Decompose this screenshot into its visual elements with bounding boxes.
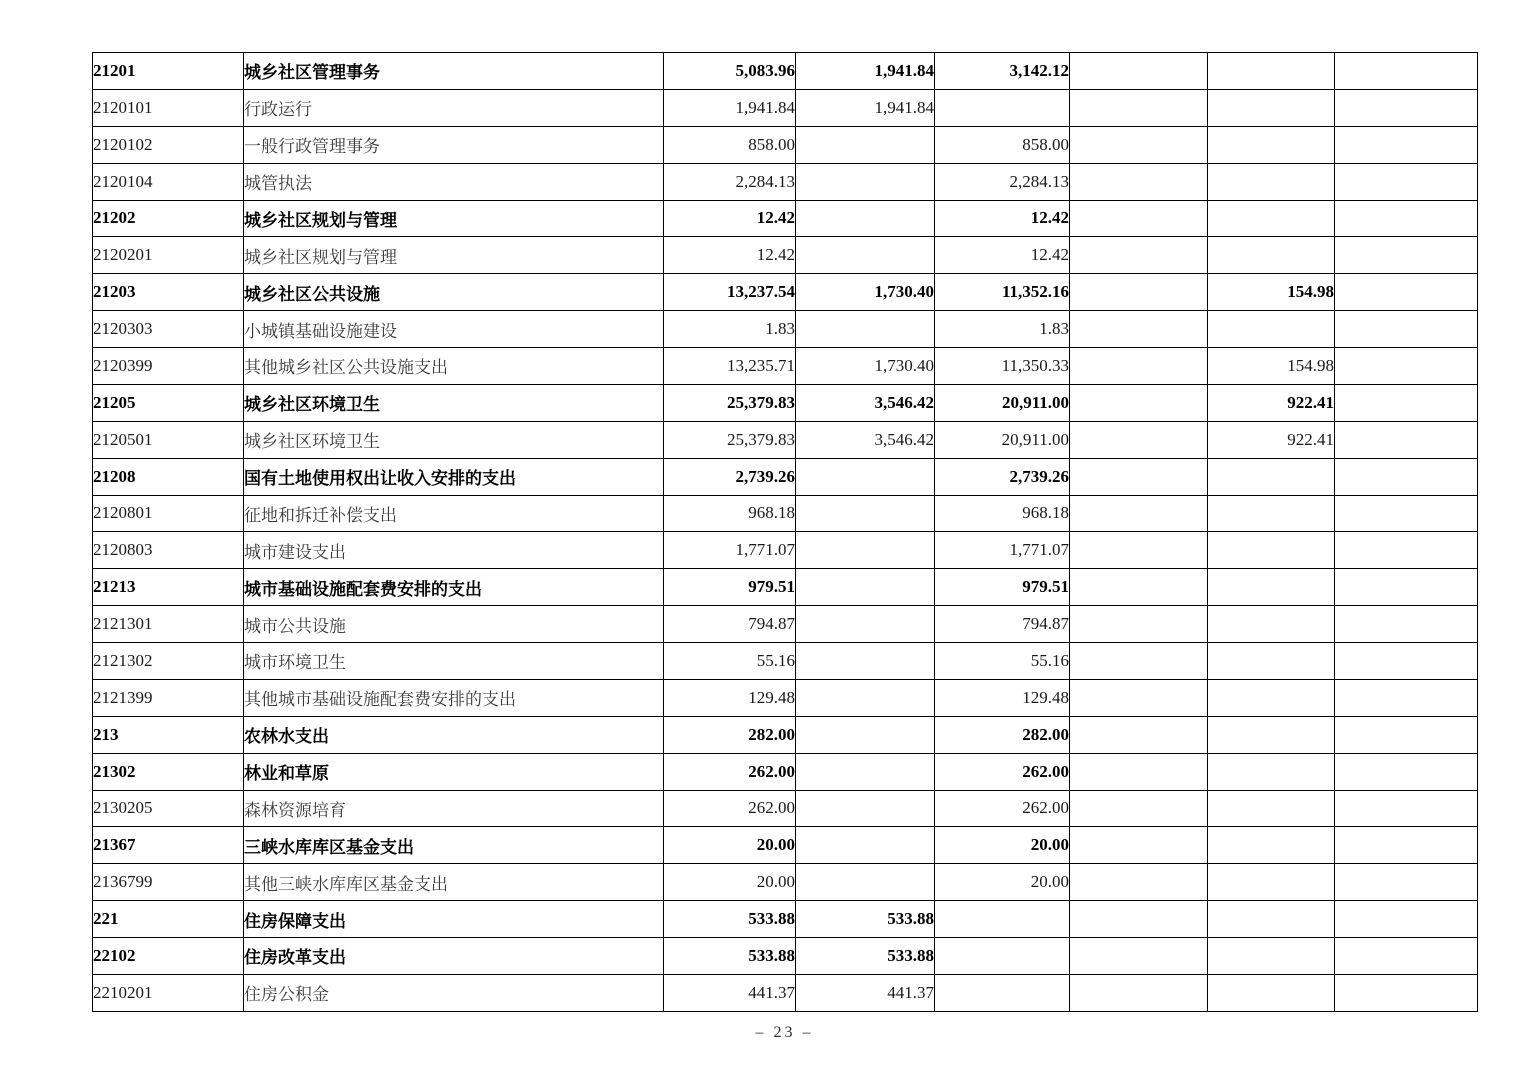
cell-name: 其他三峡水库库区基金支出 [244,864,664,901]
cell-name: 城乡社区环境卫生 [244,384,664,421]
cell-name: 三峡水库库区基金支出 [244,827,664,864]
cell-value-4 [1070,421,1208,458]
cell-value-3: 1,771.07 [935,532,1070,569]
cell-code: 2120104 [93,163,244,200]
cell-value-6 [1335,827,1478,864]
cell-code: 2136799 [93,864,244,901]
cell-value-6 [1335,643,1478,680]
cell-value-3 [935,901,1070,938]
cell-value-2 [796,827,935,864]
cell-value-1: 12.42 [664,200,796,237]
cell-value-3: 12.42 [935,200,1070,237]
cell-value-3 [935,938,1070,975]
cell-value-4 [1070,458,1208,495]
cell-value-4 [1070,864,1208,901]
table-row [93,827,1478,864]
cell-code: 21201 [93,53,244,90]
table-row [93,89,1478,126]
cell-name: 城市环境卫生 [244,643,664,680]
cell-code: 2121301 [93,606,244,643]
cell-value-1: 55.16 [664,643,796,680]
cell-name: 住房公积金 [244,974,664,1011]
cell-value-5: 154.98 [1208,348,1335,385]
cell-value-2 [796,569,935,606]
cell-value-5: 154.98 [1208,274,1335,311]
cell-code: 2120501 [93,421,244,458]
table-row [93,753,1478,790]
cell-value-1: 262.00 [664,790,796,827]
cell-value-1: 968.18 [664,495,796,532]
cell-value-1: 1,941.84 [664,89,796,126]
table-row [93,901,1478,938]
cell-value-3: 2,284.13 [935,163,1070,200]
cell-value-1: 13,237.54 [664,274,796,311]
cell-value-4 [1070,532,1208,569]
cell-value-2: 441.37 [796,974,935,1011]
cell-value-2: 533.88 [796,901,935,938]
cell-value-4 [1070,348,1208,385]
cell-value-5 [1208,643,1335,680]
cell-code: 21205 [93,384,244,421]
cell-code: 21208 [93,458,244,495]
cell-value-5 [1208,200,1335,237]
cell-value-5 [1208,532,1335,569]
cell-value-4 [1070,901,1208,938]
budget-table-body [93,53,1478,1012]
cell-value-6 [1335,126,1478,163]
cell-value-6 [1335,606,1478,643]
cell-value-5 [1208,163,1335,200]
cell-code: 21367 [93,827,244,864]
cell-value-6 [1335,384,1478,421]
cell-value-2: 1,730.40 [796,348,935,385]
cell-value-3: 794.87 [935,606,1070,643]
cell-value-1: 533.88 [664,938,796,975]
table-row [93,569,1478,606]
cell-value-2 [796,237,935,274]
table-row [93,790,1478,827]
cell-value-3 [935,89,1070,126]
table-row [93,864,1478,901]
cell-value-2: 3,546.42 [796,384,935,421]
cell-value-3: 1.83 [935,311,1070,348]
cell-value-1: 858.00 [664,126,796,163]
cell-name: 城乡社区环境卫生 [244,421,664,458]
cell-value-2 [796,200,935,237]
table-row [93,606,1478,643]
cell-value-1: 12.42 [664,237,796,274]
cell-value-4 [1070,200,1208,237]
cell-value-4 [1070,311,1208,348]
cell-name: 城乡社区公共设施 [244,274,664,311]
cell-value-6 [1335,163,1478,200]
cell-value-6 [1335,864,1478,901]
cell-value-1: 129.48 [664,679,796,716]
cell-value-6 [1335,569,1478,606]
cell-value-5 [1208,458,1335,495]
cell-value-6 [1335,679,1478,716]
cell-value-3: 20.00 [935,864,1070,901]
cell-code: 2120102 [93,126,244,163]
cell-code: 2120201 [93,237,244,274]
cell-value-2 [796,311,935,348]
cell-name: 城乡社区管理事务 [244,53,664,90]
cell-code: 21213 [93,569,244,606]
cell-value-1: 20.00 [664,827,796,864]
cell-code: 2121302 [93,643,244,680]
cell-value-2 [796,753,935,790]
cell-name: 行政运行 [244,89,664,126]
cell-value-5 [1208,89,1335,126]
cell-value-2 [796,790,935,827]
table-row [93,384,1478,421]
cell-value-4 [1070,274,1208,311]
cell-code: 2120399 [93,348,244,385]
cell-value-2 [796,606,935,643]
cell-value-3: 3,142.12 [935,53,1070,90]
cell-value-2 [796,163,935,200]
cell-value-3: 968.18 [935,495,1070,532]
cell-value-6 [1335,89,1478,126]
cell-value-5 [1208,53,1335,90]
table-row [93,495,1478,532]
cell-value-4 [1070,384,1208,421]
cell-value-2 [796,126,935,163]
cell-name: 森林资源培育 [244,790,664,827]
cell-name: 林业和草原 [244,753,664,790]
cell-code: 21203 [93,274,244,311]
cell-name: 城市建设支出 [244,532,664,569]
cell-value-1: 1.83 [664,311,796,348]
cell-value-4 [1070,606,1208,643]
table-row [93,348,1478,385]
cell-value-2 [796,532,935,569]
cell-name: 城乡社区规划与管理 [244,200,664,237]
cell-value-3: 11,350.33 [935,348,1070,385]
table-row [93,421,1478,458]
cell-name: 国有土地使用权出让收入安排的支出 [244,458,664,495]
cell-value-4 [1070,753,1208,790]
table-row [93,163,1478,200]
cell-value-4 [1070,495,1208,532]
cell-value-3: 282.00 [935,716,1070,753]
cell-value-1: 13,235.71 [664,348,796,385]
cell-value-1: 5,083.96 [664,53,796,90]
cell-value-3: 858.00 [935,126,1070,163]
table-row [93,311,1478,348]
cell-value-3: 262.00 [935,753,1070,790]
cell-name: 城管执法 [244,163,664,200]
cell-value-3: 262.00 [935,790,1070,827]
cell-code: 2120803 [93,532,244,569]
cell-value-5 [1208,753,1335,790]
cell-value-3: 55.16 [935,643,1070,680]
cell-name: 其他城乡社区公共设施支出 [244,348,664,385]
cell-value-5 [1208,864,1335,901]
cell-code: 213 [93,716,244,753]
cell-name: 住房改革支出 [244,938,664,975]
cell-name: 一般行政管理事务 [244,126,664,163]
cell-value-2 [796,716,935,753]
cell-value-4 [1070,163,1208,200]
cell-value-2 [796,495,935,532]
cell-value-2: 1,941.84 [796,53,935,90]
cell-value-5: 922.41 [1208,384,1335,421]
cell-value-5 [1208,901,1335,938]
cell-value-6 [1335,421,1478,458]
table-row [93,458,1478,495]
cell-value-5 [1208,827,1335,864]
cell-value-6 [1335,274,1478,311]
cell-value-5 [1208,974,1335,1011]
table-row [93,679,1478,716]
table-row [93,716,1478,753]
cell-value-4 [1070,237,1208,274]
cell-code: 21302 [93,753,244,790]
cell-value-2: 1,941.84 [796,89,935,126]
cell-value-1: 794.87 [664,606,796,643]
cell-value-6 [1335,348,1478,385]
cell-value-4 [1070,938,1208,975]
cell-value-6 [1335,237,1478,274]
cell-value-6 [1335,458,1478,495]
cell-name: 征地和拆迁补偿支出 [244,495,664,532]
cell-value-6 [1335,753,1478,790]
cell-value-5 [1208,938,1335,975]
cell-name: 城市公共设施 [244,606,664,643]
cell-value-3 [935,974,1070,1011]
cell-value-4 [1070,643,1208,680]
cell-code: 2120801 [93,495,244,532]
cell-value-5 [1208,311,1335,348]
table-row [93,532,1478,569]
cell-value-6 [1335,53,1478,90]
cell-name: 农林水支出 [244,716,664,753]
cell-value-3: 2,739.26 [935,458,1070,495]
cell-value-4 [1070,716,1208,753]
cell-value-1: 25,379.83 [664,421,796,458]
table-row [93,200,1478,237]
table-row [93,938,1478,975]
table-row [93,237,1478,274]
cell-value-3: 20.00 [935,827,1070,864]
cell-value-5 [1208,495,1335,532]
cell-value-6 [1335,311,1478,348]
cell-code: 2120101 [93,89,244,126]
cell-value-1: 979.51 [664,569,796,606]
cell-value-5 [1208,679,1335,716]
cell-value-5 [1208,569,1335,606]
table-row [93,126,1478,163]
table-row [93,643,1478,680]
cell-value-4 [1070,679,1208,716]
cell-value-1: 282.00 [664,716,796,753]
cell-value-6 [1335,495,1478,532]
cell-value-5 [1208,606,1335,643]
budget-table [92,52,1478,1012]
cell-value-5 [1208,716,1335,753]
cell-value-1: 533.88 [664,901,796,938]
cell-code: 22102 [93,938,244,975]
cell-value-5 [1208,237,1335,274]
cell-value-1: 2,739.26 [664,458,796,495]
cell-value-1: 441.37 [664,974,796,1011]
cell-value-4 [1070,790,1208,827]
cell-value-1: 262.00 [664,753,796,790]
cell-name: 住房保障支出 [244,901,664,938]
cell-code: 2210201 [93,974,244,1011]
cell-name: 城乡社区规划与管理 [244,237,664,274]
cell-value-4 [1070,569,1208,606]
cell-value-2 [796,679,935,716]
cell-value-6 [1335,790,1478,827]
cell-code: 21202 [93,200,244,237]
cell-value-2: 3,546.42 [796,421,935,458]
cell-value-3: 12.42 [935,237,1070,274]
cell-value-3: 129.48 [935,679,1070,716]
page-number: – 23 – [755,1024,814,1041]
cell-value-6 [1335,938,1478,975]
cell-name: 其他城市基础设施配套费安排的支出 [244,679,664,716]
cell-value-1: 25,379.83 [664,384,796,421]
table-row [93,53,1478,90]
cell-code: 2120303 [93,311,244,348]
cell-value-5 [1208,790,1335,827]
cell-value-1: 2,284.13 [664,163,796,200]
cell-value-2: 533.88 [796,938,935,975]
table-row [93,974,1478,1011]
cell-value-4 [1070,974,1208,1011]
cell-value-4 [1070,89,1208,126]
cell-value-4 [1070,53,1208,90]
cell-code: 221 [93,901,244,938]
cell-value-5: 922.41 [1208,421,1335,458]
cell-code: 2121399 [93,679,244,716]
cell-code: 2130205 [93,790,244,827]
table-row [93,274,1478,311]
cell-value-4 [1070,126,1208,163]
cell-value-6 [1335,974,1478,1011]
cell-value-6 [1335,200,1478,237]
cell-value-6 [1335,532,1478,569]
cell-value-3: 979.51 [935,569,1070,606]
cell-value-2: 1,730.40 [796,274,935,311]
cell-value-6 [1335,716,1478,753]
cell-value-3: 20,911.00 [935,384,1070,421]
cell-value-1: 1,771.07 [664,532,796,569]
cell-name: 小城镇基础设施建设 [244,311,664,348]
cell-value-4 [1070,827,1208,864]
cell-value-3: 11,352.16 [935,274,1070,311]
cell-name: 城市基础设施配套费安排的支出 [244,569,664,606]
cell-value-2 [796,643,935,680]
cell-value-1: 20.00 [664,864,796,901]
cell-value-2 [796,458,935,495]
cell-value-6 [1335,901,1478,938]
cell-value-5 [1208,126,1335,163]
cell-value-3: 20,911.00 [935,421,1070,458]
cell-value-2 [796,864,935,901]
